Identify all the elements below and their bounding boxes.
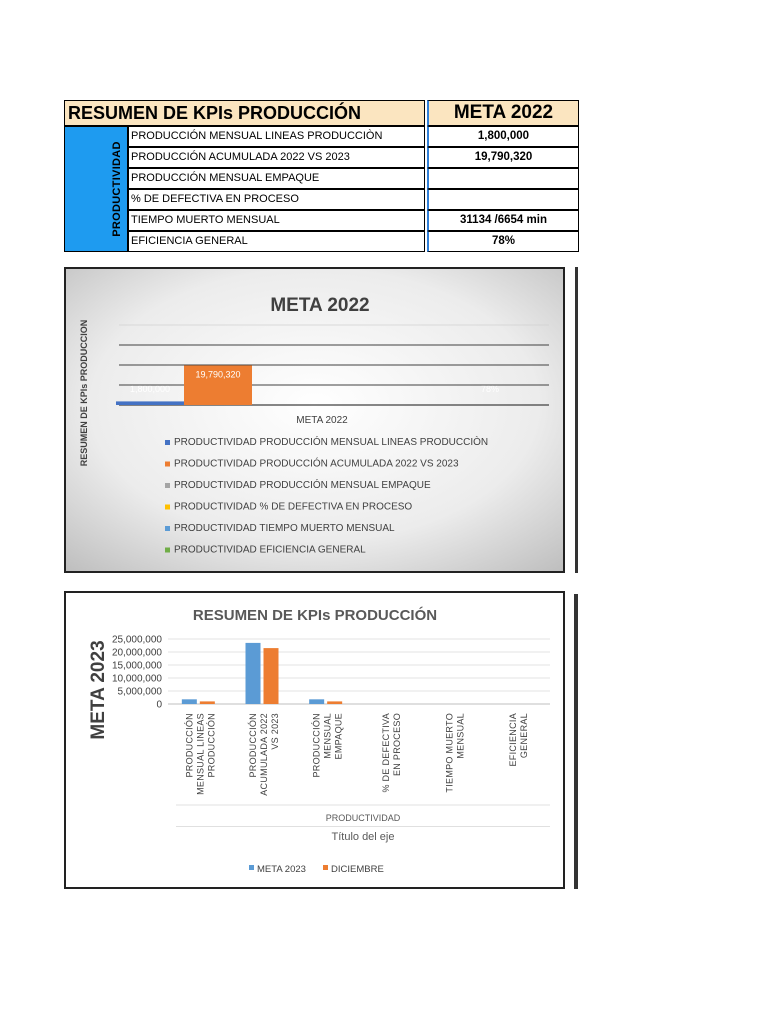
chart-1-title: META 2022 — [270, 295, 370, 316]
chart-2-y-tick-label: 20,000,000 — [111, 647, 162, 659]
kpi-row-value — [427, 189, 579, 210]
chart-1-data-label: 19,790,320 — [195, 369, 241, 380]
chart-1-data-label: 1,800,000 — [129, 384, 171, 394]
chart-2-x-tick-label: MENSUAL LINEAS — [195, 713, 206, 795]
kpi-row-label: PRODUCCIÓN MENSUAL EMPAQUE — [128, 168, 425, 189]
chart-2-legend-label: META 2023 — [257, 864, 306, 875]
chart-1-legend-swatch — [165, 483, 170, 488]
productividad-side-label-wrap — [106, 126, 128, 252]
chart-2-y-tick-label: 15,000,000 — [111, 660, 162, 672]
chart-2-x-tick-label: EN PROCESO — [391, 713, 402, 777]
chart-2-x-tick-label: ACUMULADA 2022 — [259, 713, 269, 796]
chart-2-x-tick-label: PRODUCCIÓN — [184, 713, 195, 778]
chart-1 — [66, 269, 563, 571]
chart-2-y-tick-label: 25,000,000 — [111, 634, 162, 646]
kpi-row-label: PRODUCCIÓN ACUMULADA 2022 VS 2023 — [128, 147, 425, 168]
chart-2-x-tick-label: PRODUCCIÓN — [206, 713, 217, 778]
chart-1-legend-label: PRODUCTIVIDAD PRODUCCIÓN MENSUAL EMPAQUE — [174, 480, 431, 491]
chart-1-category-label: META 2022 — [296, 415, 348, 426]
chart-2-x-tick-label: MENSUAL — [455, 713, 466, 759]
chart-2-title: RESUMEN DE KPIs PRODUCCIÓN — [192, 607, 438, 624]
chart-2-x-tick-label: GENERAL — [519, 713, 530, 759]
chart-2-x-tick-label: VS 2023 — [270, 713, 280, 750]
chart-1-y-axis-label: RESUMEN DE KPIs PRODUCCION — [79, 319, 89, 467]
kpi-row-value: 78% — [427, 231, 579, 252]
kpi-row-value: 1,800,000 — [427, 126, 579, 147]
chart-2-x-tick-label: MENSUAL — [322, 713, 333, 759]
chart-2-x-tick-label: EMPAQUE — [333, 713, 344, 760]
kpi-row-value: 19,790,320 — [427, 147, 579, 168]
kpi-row-value: 31134 /6654 min — [427, 210, 579, 231]
chart-2-bar — [327, 701, 342, 704]
kpi-row-label: % DE DEFECTIVA EN PROCESO — [128, 189, 425, 210]
chart-1-legend-label: PRODUCTIVIDAD % DE DEFECTIVA EN PROCESO — [174, 501, 413, 513]
chart-2-y-tick-label: 0 — [156, 699, 162, 711]
chart-2-bar — [309, 699, 324, 704]
chart-1-legend-swatch — [165, 526, 170, 531]
kpi-row-label: TIEMPO MUERTO MENSUAL — [128, 210, 425, 231]
kpi-row-label: PRODUCCIÓN MENSUAL LINEAS PRODUCCIÒN — [128, 126, 425, 147]
chart-1-legend-label: PRODUCTIVIDAD EFICIENCIA GENERAL — [174, 544, 366, 556]
chart-1-legend-label: PRODUCTIVIDAD TIEMPO MUERTO MENSUAL — [174, 523, 395, 534]
chart-2-plot-bottom — [176, 826, 550, 827]
chart-2-adjacent-edge — [574, 594, 578, 889]
kpi-row-label: EFICIENCIA GENERAL — [128, 231, 425, 252]
kpi-row-value — [427, 168, 579, 189]
chart-1-data-label: 78% — [480, 384, 500, 394]
chart-2 — [66, 593, 563, 887]
chart-2-bar — [182, 699, 197, 704]
chart-2-legend-swatch — [323, 865, 328, 870]
chart-2-x-tick-label: PRODUCCIÓN — [248, 713, 258, 778]
productividad-side-label: PRODUCTIVIDAD — [111, 141, 123, 237]
meta-2022-header: META 2022 — [427, 100, 579, 126]
chart-2-bar — [246, 643, 261, 704]
chart-2-legend-label: DICIEMBRE — [331, 864, 384, 875]
chart-2-x-tick-label: % DE DEFECTIVA — [380, 713, 391, 793]
chart-1-legend-swatch — [165, 548, 170, 553]
chart-2-x-axis-title: Título del eje — [331, 831, 395, 843]
chart-1-bar — [116, 401, 184, 405]
chart-1-legend-label: PRODUCTIVIDAD PRODUCCIÓN MENSUAL LINEAS PRODUCCIÒN — [174, 437, 489, 448]
chart-2-x-tick-label: PRODUCCIÓN — [311, 713, 322, 778]
chart-1-legend-swatch — [165, 505, 170, 510]
chart-2-group-label: PRODUCTIVIDAD — [325, 813, 401, 823]
kpi-table-title: RESUMEN DE KPIs PRODUCCIÓN — [64, 100, 425, 126]
chart-2-legend-swatch — [249, 865, 254, 870]
chart-2-y-tick-label: 10,000,000 — [111, 673, 162, 685]
chart-1-legend-swatch — [165, 462, 170, 467]
chart-1-adjacent-edge — [575, 267, 578, 573]
chart-2-x-tick-label: EFICIENCIA — [508, 713, 519, 767]
chart-1-legend-swatch — [165, 440, 170, 445]
chart-2-x-tick-label: TIEMPO MUERTO — [444, 713, 455, 793]
chart-1-legend-label: PRODUCTIVIDAD PRODUCCIÓN ACUMULADA 2022 VS 2023 — [174, 458, 459, 470]
chart-2-bar — [200, 701, 215, 704]
chart-2-bar — [264, 648, 279, 704]
chart-2-y-tick-label: 5,000,000 — [117, 686, 162, 698]
chart-2-x-tick — [508, 713, 529, 767]
chart-2-y-axis-label: META 2023 — [88, 640, 109, 740]
